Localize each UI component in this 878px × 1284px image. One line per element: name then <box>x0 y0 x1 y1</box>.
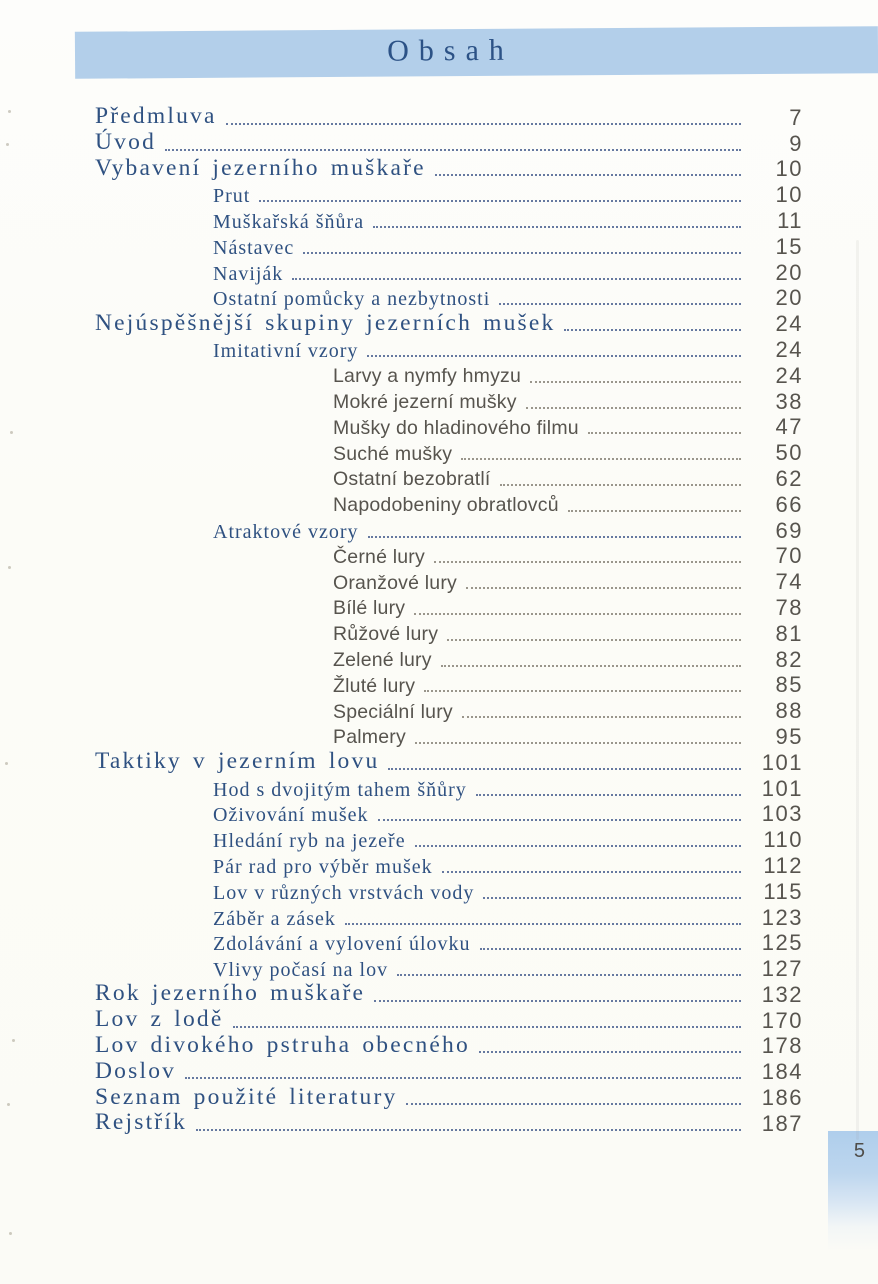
dot-leader <box>447 639 741 641</box>
toc-entry-title: Lov v různých vrstvách vody <box>213 881 475 904</box>
dot-leader <box>374 1000 741 1002</box>
toc-entry-page: 20 <box>775 259 803 285</box>
toc-entry-page: 110 <box>763 827 803 853</box>
dot-leader <box>292 278 741 280</box>
toc-entry <box>95 1058 803 1084</box>
dot-leader <box>435 174 741 176</box>
toc-entry <box>95 181 803 207</box>
dot-leader <box>500 484 741 486</box>
toc-entry-title: Muškařská šňůra <box>213 210 365 233</box>
toc-entry-title: Ostatní bezobratlí <box>333 468 491 491</box>
toc-entry-title: Speciální lury <box>333 700 453 723</box>
toc-list <box>95 104 803 1136</box>
toc-entry-page: 178 <box>761 1033 803 1059</box>
toc-entry-page: 103 <box>761 801 803 827</box>
scan-artifact-speck <box>9 1232 12 1235</box>
dot-leader <box>499 303 741 305</box>
toc-entry <box>95 336 803 362</box>
toc-entry-page: 187 <box>761 1110 803 1136</box>
toc-entry <box>95 310 803 336</box>
toc-entry-page: 125 <box>761 930 803 956</box>
dot-leader <box>415 845 741 847</box>
dot-leader <box>434 561 741 563</box>
toc-entry <box>95 697 803 723</box>
dot-leader <box>226 123 741 125</box>
scan-artifact-speck <box>6 143 9 146</box>
dot-leader <box>388 768 741 770</box>
toc-entry-title: Vybavení jezerního muškaře <box>95 154 426 181</box>
toc-entry-page: 101 <box>761 775 803 801</box>
toc-entry-title: Zelené lury <box>333 649 432 672</box>
toc-entry-title: Rejstřík <box>95 1109 188 1136</box>
toc-entry-page: 184 <box>761 1059 803 1085</box>
dot-leader <box>442 871 741 873</box>
corner-page-number: 5 <box>853 1140 865 1162</box>
toc-entry-page: 112 <box>763 852 803 878</box>
toc-entry <box>95 672 803 698</box>
dot-leader <box>303 252 741 254</box>
corner-page-tab <box>828 1131 878 1251</box>
toc-entry-page: 127 <box>761 956 803 982</box>
toc-entry-page: 132 <box>761 981 803 1007</box>
scan-artifact-speck <box>10 431 13 434</box>
dot-leader <box>568 510 741 512</box>
toc-entry-page: 170 <box>761 1007 803 1033</box>
toc-entry-title: Nástavec <box>213 236 295 259</box>
toc-entry <box>95 1007 803 1033</box>
toc-entry-title: Larvy a nymfy hmyzu <box>333 365 522 388</box>
toc-entry <box>95 1110 803 1136</box>
toc-entry <box>95 285 803 311</box>
toc-entry <box>95 388 803 414</box>
toc-entry <box>95 362 803 388</box>
page-header-band <box>75 26 878 79</box>
toc-entry <box>95 465 803 491</box>
toc-entry-page: 82 <box>775 646 803 672</box>
scan-artifact-speck <box>5 762 8 765</box>
toc-entry-page: 24 <box>775 362 803 388</box>
toc-entry-page: 88 <box>775 698 803 724</box>
toc-entry-title: Imitativní vzory <box>213 339 359 362</box>
toc-entry-page: 10 <box>775 156 803 182</box>
dot-leader <box>414 613 741 615</box>
dot-leader <box>441 665 741 667</box>
dot-leader <box>397 974 741 976</box>
toc-entry-page: 38 <box>775 388 803 414</box>
toc-entry <box>95 414 803 440</box>
toc-entry <box>95 156 803 182</box>
toc-entry-page: 7 <box>789 104 803 130</box>
toc-entry-title: Vlivy počasí na lov <box>213 959 389 982</box>
toc-entry-title: Úvod <box>95 129 157 156</box>
toc-entry-title: Bílé lury <box>333 597 406 620</box>
toc-entry-title: Záběr a zásek <box>213 907 336 930</box>
scan-artifact-speck <box>7 1103 10 1106</box>
toc-entry-page: 62 <box>775 465 803 491</box>
toc-entry-title: Pár rad pro výběr mušek <box>213 855 433 878</box>
toc-entry-title: Žluté lury <box>333 674 416 697</box>
toc-entry-title: Nejúspěšnější skupiny jezerních mušek <box>95 309 556 336</box>
toc-entry <box>95 826 803 852</box>
toc-entry-page: 74 <box>775 569 803 595</box>
toc-entry-title: Doslov <box>95 1057 177 1084</box>
dot-leader <box>373 226 741 228</box>
dot-leader <box>461 458 741 460</box>
toc-entry-title: Hledání ryb na jezeře <box>213 830 406 853</box>
toc-entry <box>95 801 803 827</box>
toc-entry-page: 123 <box>761 904 803 930</box>
toc-entry <box>95 749 803 775</box>
dot-leader <box>368 536 741 538</box>
page-title: Obsah <box>387 33 514 68</box>
toc-entry-page: 70 <box>775 543 803 569</box>
toc-entry <box>95 1033 803 1059</box>
dot-leader <box>367 355 741 357</box>
toc-entry-title: Černé lury <box>333 545 425 568</box>
toc-entry <box>95 491 803 517</box>
toc-entry <box>95 594 803 620</box>
dot-leader <box>476 794 741 796</box>
toc-entry <box>95 207 803 233</box>
toc-entry <box>95 852 803 878</box>
toc-entry-title: Mokré jezerní mušky <box>333 391 517 414</box>
toc-entry <box>95 878 803 904</box>
toc-entry <box>95 130 803 156</box>
toc-entry-page: 24 <box>775 311 803 337</box>
toc-entry-title: Atraktové vzory <box>213 520 359 543</box>
toc-entry-page: 15 <box>775 233 803 259</box>
toc-entry-title: Oživování mušek <box>213 804 369 827</box>
toc-entry-title: Hod s dvojitým tahem šňůry <box>213 778 467 801</box>
toc-entry-title: Oranžové lury <box>333 571 457 594</box>
dot-leader <box>259 200 741 202</box>
scan-artifact-speck <box>8 110 11 113</box>
dot-leader <box>480 948 741 950</box>
toc-entry <box>95 646 803 672</box>
toc-entry-page: 47 <box>775 414 803 440</box>
toc-entry <box>95 620 803 646</box>
toc-entry <box>95 104 803 130</box>
toc-entry-title: Suché mušky <box>333 442 453 465</box>
toc-entry-title: Taktiky v jezerním lovu <box>95 748 380 775</box>
toc-entry-page: 101 <box>761 749 803 775</box>
toc-entry-page: 115 <box>763 878 803 904</box>
toc-entry-title: Seznam použité literatury <box>95 1083 398 1110</box>
toc-entry-title: Lov divokého pstruha obecného <box>95 1031 470 1058</box>
toc-entry-page: 85 <box>775 672 803 698</box>
toc-entry <box>95 543 803 569</box>
scan-artifact-speck <box>12 1039 15 1042</box>
toc-entry-page: 11 <box>777 207 803 233</box>
toc-entry-page: 81 <box>775 620 803 646</box>
toc-entry-page: 50 <box>775 440 803 466</box>
dot-leader <box>588 432 741 434</box>
toc-entry <box>95 955 803 981</box>
toc-entry <box>95 981 803 1007</box>
dot-leader <box>483 897 741 899</box>
toc-entry-title: Růžové lury <box>333 623 439 646</box>
dot-leader <box>462 716 741 718</box>
dot-leader <box>424 690 741 692</box>
toc-entry-title: Rok jezerního muškaře <box>95 980 366 1007</box>
toc-entry-title: Naviják <box>213 262 284 285</box>
toc-entry <box>95 723 803 749</box>
dot-leader <box>233 1026 742 1028</box>
dot-leader <box>530 381 741 383</box>
toc-entry-title: Mušky do hladinového filmu <box>333 416 579 439</box>
toc-entry <box>95 259 803 285</box>
scan-edge-shadow <box>856 240 859 1140</box>
toc-entry <box>95 1084 803 1110</box>
dot-leader <box>564 329 741 331</box>
scan-artifact-speck <box>8 566 11 569</box>
toc-entry-page: 66 <box>775 491 803 517</box>
toc-entry-page: 78 <box>775 594 803 620</box>
toc-entry-page: 186 <box>761 1085 803 1111</box>
dot-leader <box>165 149 741 151</box>
toc-entry-page: 9 <box>789 130 803 156</box>
toc-entry-title: Předmluva <box>95 103 217 130</box>
toc-entry-page: 20 <box>775 285 803 311</box>
dot-leader <box>196 1129 741 1131</box>
toc-entry <box>95 568 803 594</box>
dot-leader <box>415 742 741 744</box>
dot-leader <box>406 1103 741 1105</box>
toc-entry <box>95 517 803 543</box>
dot-leader <box>345 923 741 925</box>
dot-leader <box>378 819 741 821</box>
toc-entry <box>95 439 803 465</box>
dot-leader <box>526 407 741 409</box>
toc-entry-title: Palmery <box>333 726 406 749</box>
toc-entry-page: 95 <box>775 723 803 749</box>
toc-entry-title: Zdolávání a vylovení úlovku <box>213 933 471 956</box>
toc-entry <box>95 233 803 259</box>
toc-entry-title: Prut <box>213 185 251 208</box>
toc-entry-title: Napodobeniny obratlovců <box>333 494 559 517</box>
toc-entry-page: 10 <box>775 182 803 208</box>
toc-entry-title: Lov z lodě <box>95 1006 224 1033</box>
toc-entry-page: 69 <box>775 517 803 543</box>
toc-entry <box>95 775 803 801</box>
toc-entry <box>95 904 803 930</box>
toc-entry-title: Ostatní pomůcky a nezbytnosti <box>213 288 491 311</box>
dot-leader <box>466 587 741 589</box>
toc-entry-page: 24 <box>775 336 803 362</box>
dot-leader <box>185 1077 741 1079</box>
toc-entry <box>95 930 803 956</box>
dot-leader <box>479 1051 741 1053</box>
